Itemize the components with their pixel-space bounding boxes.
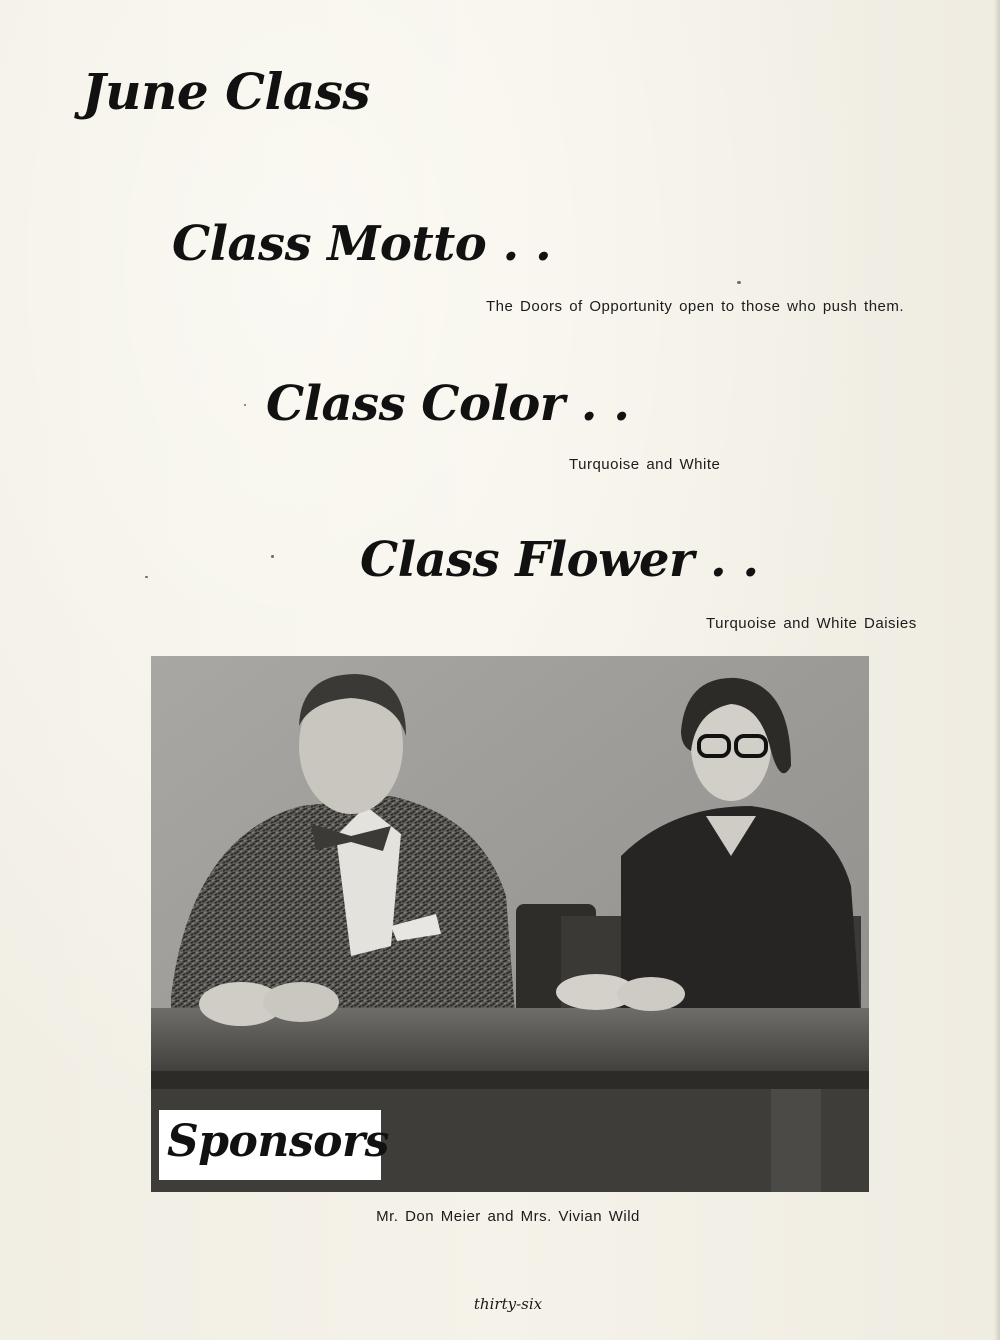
paper-speck: [145, 576, 148, 578]
paper-speck: [737, 281, 741, 284]
class-color-heading: Class Color . .: [266, 376, 630, 432]
photo-caption: Mr. Don Meier and Mrs. Vivian Wild: [376, 1208, 640, 1225]
class-color-text: Turquoise and White: [569, 456, 721, 473]
page-number: thirty-six: [473, 1295, 543, 1313]
sponsors-photo: [151, 656, 869, 1192]
class-flower-heading: Class Flower . .: [360, 532, 759, 588]
page-edge-shadow: [994, 0, 1000, 1340]
sponsors-label: Sponsors: [167, 1116, 389, 1167]
class-motto-heading: Class Motto . .: [172, 216, 552, 272]
page-title: June Class: [82, 62, 371, 121]
paper-speck: [271, 555, 274, 558]
class-flower-text: Turquoise and White Daisies: [706, 615, 917, 632]
paper-speck: [244, 404, 246, 406]
sponsors-label-box: [159, 1110, 389, 1180]
class-motto-text: The Doors of Opportunity open to those who push them.: [486, 298, 905, 315]
